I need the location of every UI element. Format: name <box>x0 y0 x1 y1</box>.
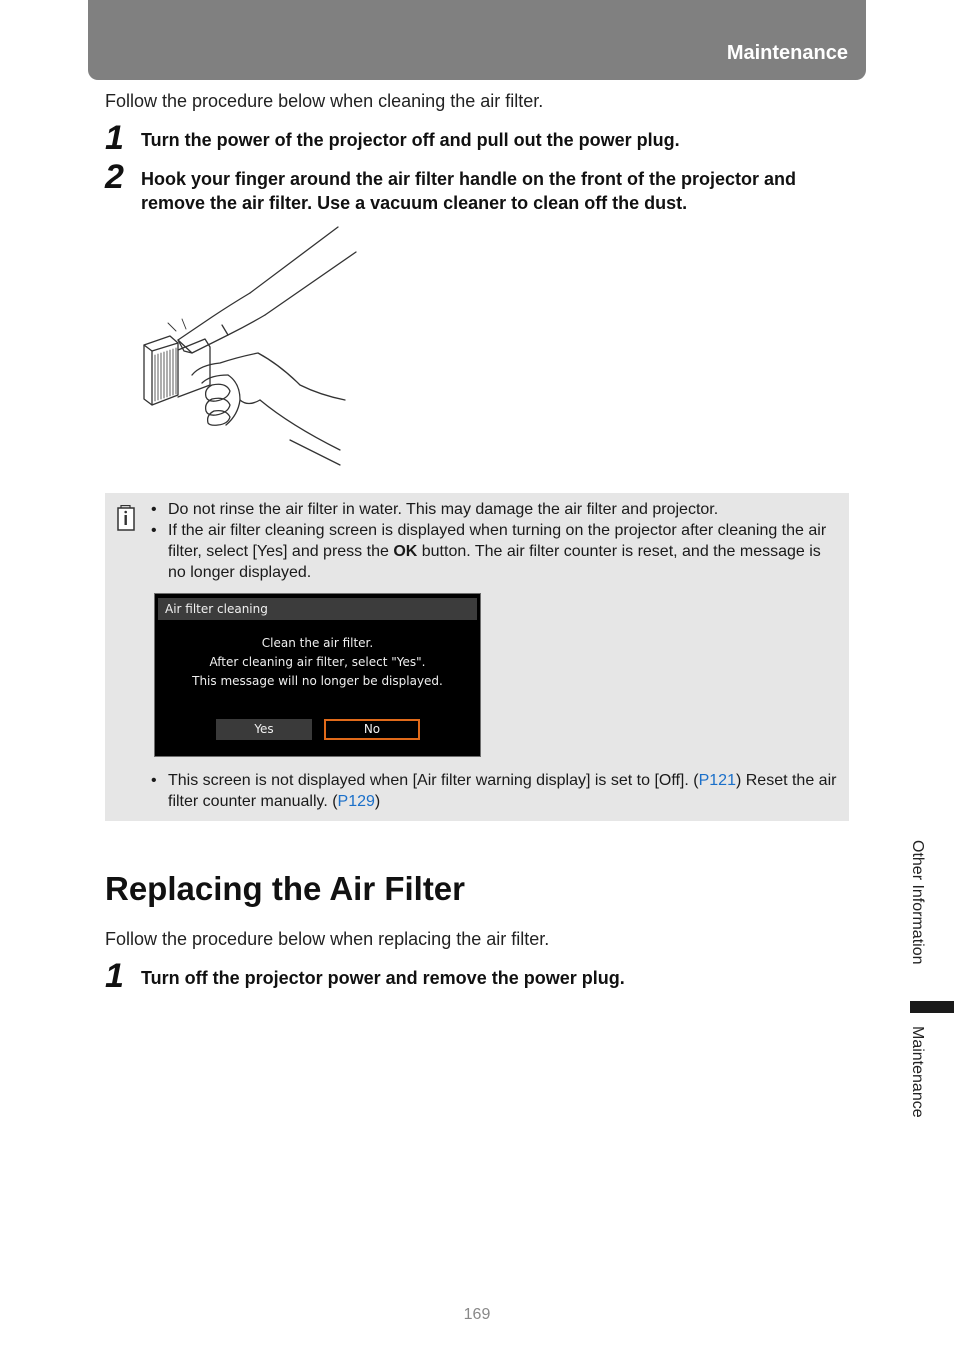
yes-button[interactable]: Yes <box>216 719 312 740</box>
step-text: Turn off the projector power and remove the power plug. <box>141 968 625 988</box>
note-bullets <box>151 499 841 583</box>
note-text: ) Reset the air filter counter manually. ( <box>168 772 837 810</box>
page-number: 169 <box>463 1306 491 1323</box>
step-text: Turn the power of the projector off and pull out the power plug. <box>141 130 680 150</box>
ok-button-label: OK <box>393 543 418 560</box>
screen-message <box>155 634 480 691</box>
section-heading: Replacing the Air Filter <box>105 870 466 907</box>
note-text: If the air filter cleaning screen is displayed when turning on the projector after cleaning the air filter, select [Yes] and press the <box>168 522 827 560</box>
note-bullet <box>151 499 841 520</box>
screen-title: Air filter cleaning <box>165 602 268 616</box>
step-number: 1 <box>105 119 124 157</box>
page-link-p129[interactable]: P129 <box>337 793 375 810</box>
note-bullet <box>151 770 841 812</box>
side-tab-marker <box>910 1001 954 1013</box>
no-button[interactable]: No <box>324 719 420 740</box>
note-text: Do not rinse the air filter in water. This may damage the air filter and projector. <box>168 501 719 518</box>
note-text: ) <box>374 793 381 810</box>
section-title: Maintenance <box>726 42 848 64</box>
step-number: 2 <box>105 158 124 196</box>
side-tab-maintenance[interactable]: Maintenance <box>909 1026 926 1118</box>
screen-message-line: Clean the air filter. <box>261 636 374 650</box>
memo-note-icon <box>117 505 137 531</box>
note-bullets-bottom <box>151 770 841 812</box>
vacuum-cleaning-illustration <box>130 225 370 470</box>
note-text: This screen is not displayed when [Air filter warning display] is set to [Off]. ( <box>168 772 699 789</box>
note-text: button. The air filter counter is reset, and the message is no longer displayed. <box>168 543 821 581</box>
screen-title-bar <box>158 598 477 620</box>
screen-message-line: This message will no longer be displayed. <box>192 674 443 688</box>
replacing-intro: Follow the procedure below when replacing the air filter. <box>105 929 550 949</box>
note-bullet <box>151 520 841 583</box>
header-bar <box>88 0 866 80</box>
cleaning-intro: Follow the procedure below when cleaning the air filter. <box>105 91 544 111</box>
step-text: Hook your finger around the air filter handle on the front of the projector and remove the air filter. Use a vacuum cleaner to clean off the dust. <box>141 169 797 213</box>
side-tab-other-information[interactable]: Other Information <box>909 840 926 965</box>
page-link-p121[interactable]: P121 <box>698 772 736 789</box>
step-number: 1 <box>105 957 124 995</box>
air-filter-cleaning-screen <box>154 593 481 757</box>
screen-message-line: After cleaning air filter, select "Yes". <box>209 655 426 669</box>
